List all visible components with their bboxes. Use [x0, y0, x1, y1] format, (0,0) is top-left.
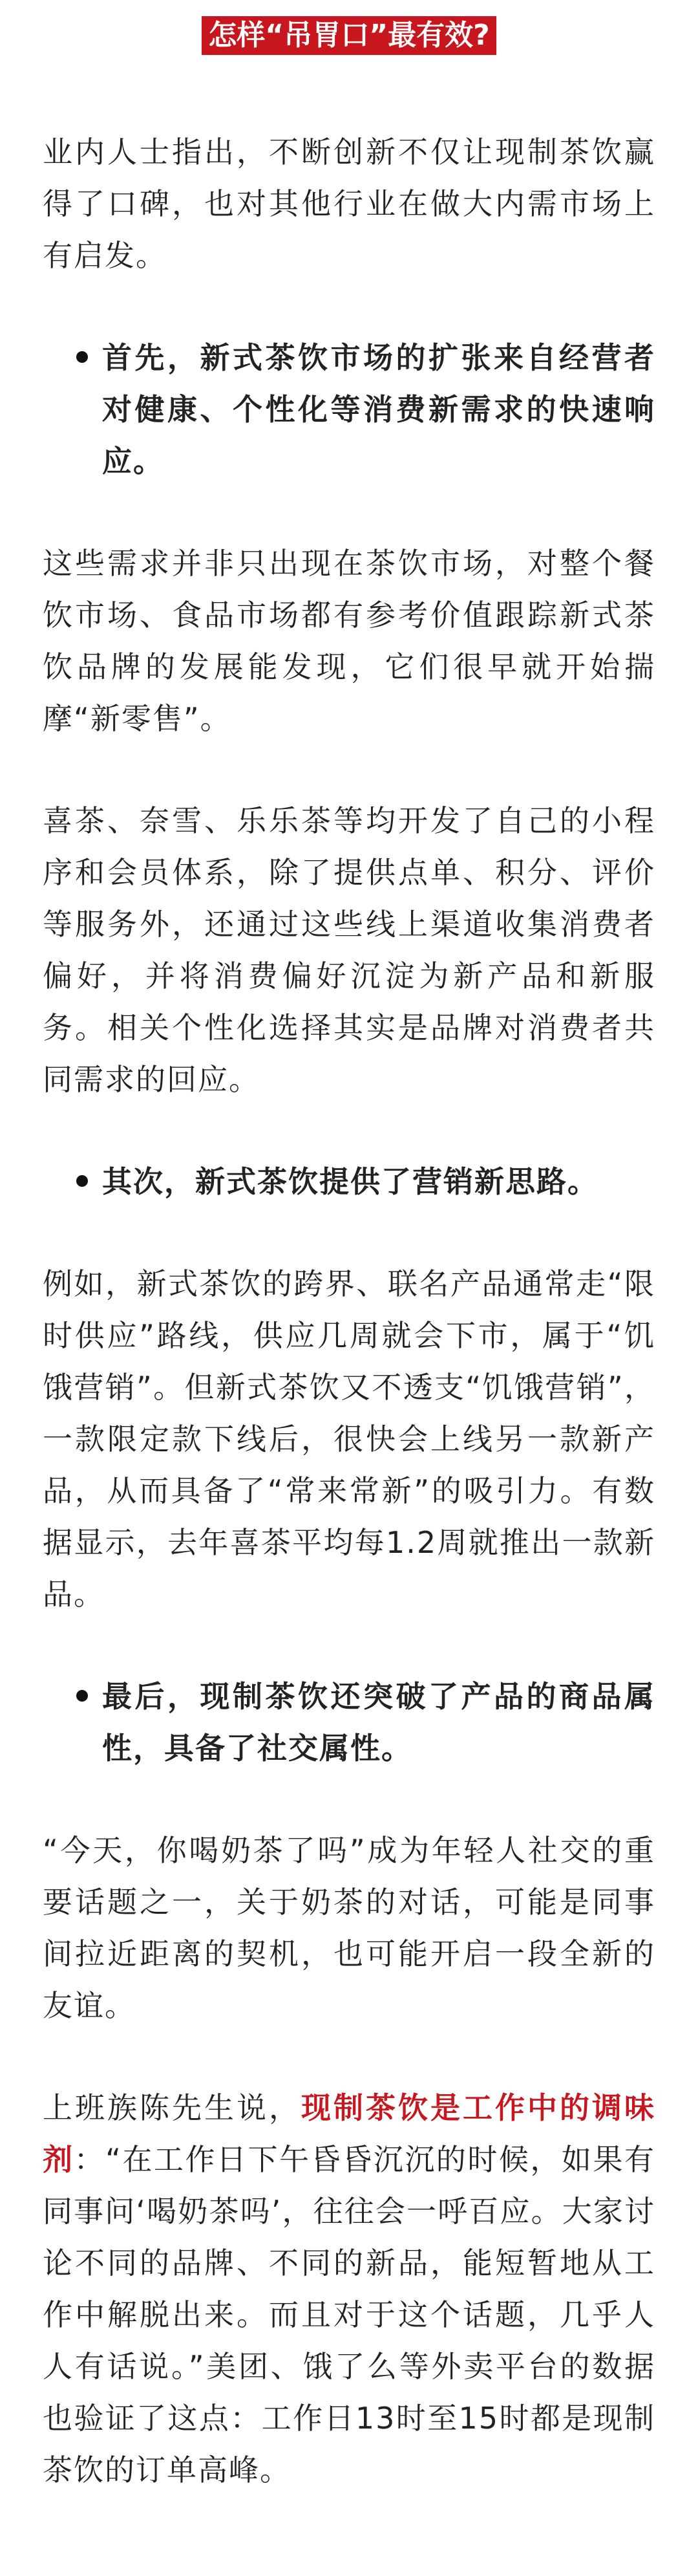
- bullet-text: 首先，新式茶饮市场的扩张来自经营者对健康、个性化等消费新需求的快速响应。: [102, 340, 655, 479]
- spacer: [43, 2031, 655, 2082]
- paragraph-mini-programs: 喜茶、奈雪、乐乐茶等均开发了自己的小程序和会员体系，除了提供点单、积分、评价等服务外，还通过这些线上渠道收集消费者偏好，并将消费偏好沉淀为新产品和新服务。相关个性化选择其实是品牌对消费者共同需求的回应。: [43, 803, 655, 1097]
- spacer: [43, 487, 655, 537]
- spacer: [43, 1774, 655, 1824]
- quote-lead: 上班族陈先生说，: [43, 2090, 301, 2125]
- bullet-text: 最后，现制茶饮还突破了产品的商品属性，具备了社交属性。: [102, 1679, 655, 1766]
- spacer: [43, 1105, 655, 1156]
- bullet-item-second: [43, 1156, 655, 1207]
- spacer: [43, 281, 655, 332]
- quote-highlight: 现制茶饮是工作中的调味剂: [43, 2090, 655, 2177]
- bullet-item-first: [43, 332, 655, 487]
- paragraph-marketing: 例如，新式茶饮的跨界、联名产品通常走“限时供应”路线，供应几周就会下市，属于“饥饿营销”。但新式茶饮又不透支“饥饿营销”，一款限定款下线后，很快会上线另一款新产品，从而具备了“常来常新”的吸引力。有数据显示，去年喜茶平均每1.2周就推出一款新品。: [43, 1266, 655, 1612]
- paragraph-social-topic: “今天，你喝奶茶了吗”成为年轻人社交的重要话题之一，关于奶茶的对话，可能是同事间拉近距离的契机，也可能开启一段全新的友谊。: [43, 1833, 655, 2023]
- section-title: 怎样“吊胃口”最有效?: [202, 16, 496, 55]
- bullet-dot-icon: [76, 1690, 88, 1702]
- title-wrap: [43, 0, 655, 65]
- paragraph-new-retail: 这些需求并非只出现在茶饮市场，对整个餐饮市场、食品市场都有参考价值跟踪新式茶饮品牌的发展能发现，它们很早就开始揣摩“新零售”。: [43, 546, 655, 736]
- paragraph-office-worker-quote: [43, 2082, 655, 2496]
- bullet-dot-icon: [76, 1175, 88, 1187]
- quote-rest: ：“在工作日下午昏昏沉沉的时候，如果有同事问‘喝奶茶吗’，往往会一呼百应。大家讨论不同的品牌、不同的新品，能短暂地从工作中解脱出来。而且对于这个话题，几乎人人有话说。”美团、饿了么等外卖平台的数据也验证了这点：工作日13时至15时都是现制茶饮的订单高峰。: [43, 2142, 655, 2487]
- spacer: [43, 744, 655, 795]
- spacer: [43, 1207, 655, 1258]
- bullet-text: 其次，新式茶饮提供了营销新思路。: [102, 1164, 598, 1199]
- bullet-dot-icon: [76, 351, 88, 363]
- spacer: [43, 1620, 655, 1671]
- paragraph-industry-insight: 业内人士指出，不断创新不仅让现制茶饮赢得了口碑，也对其他行业在做大内需市场上有启发。: [43, 135, 655, 273]
- bullet-item-third: [43, 1671, 655, 1774]
